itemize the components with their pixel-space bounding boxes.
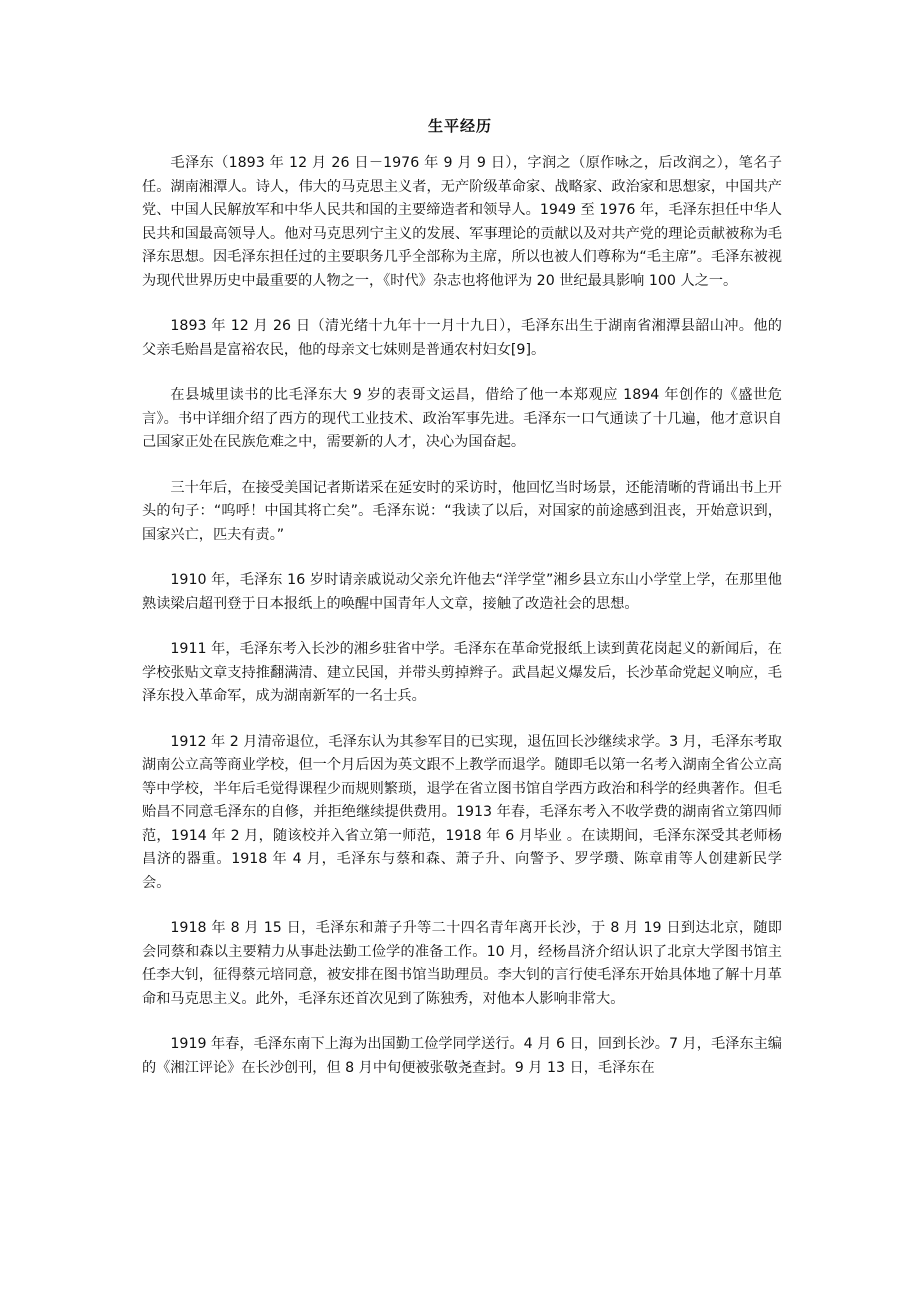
paragraph-2: 1893 年 12 月 26 日（清光绪十九年十一月十九日），毛泽东出生于湖南省湘潭县韶山冲。他的父亲毛贻昌是富裕农民，他的母亲文七妹则是普通农村妇女[9]。 <box>142 318 782 358</box>
document-body <box>142 152 782 1080</box>
paragraph-9: 1919 年春，毛泽东南下上海为出国勤工俭学同学送行。4 月 6 日，回到长沙。7 月，毛泽东主编的《湘江评论》在长沙创刊，但 8 月中旬便被张敬尧查封。9 月 13 日，毛泽东在 <box>142 1036 782 1076</box>
paragraph-6: 1911 年，毛泽东考入长沙的湘乡驻省中学。毛泽东在革命党报纸上读到黄花岗起义的新闻后，在学校张贴文章支持推翻满清、建立民国，并带头剪掉辫子。武昌起义爆发后，长沙革命党起义响应，毛泽东投入革命军，成为湖南新军的一名士兵。 <box>142 641 782 704</box>
document-title: 生平经历 <box>427 117 492 135</box>
paragraph-8: 1918 年 8 月 15 日，毛泽东和萧子升等二十四名青年离开长沙，于 8 月 19 日到达北京，随即会同蔡和森以主要精力从事赴法勤工俭学的准备工作。10 月，经杨昌济介绍认识了北京大学图书馆主任李大钊，征得蔡元培同意，被安排在图书馆当助理员。李大钊的言行使毛泽东开始具体地了解十月革命和马克思主义。此外，毛泽东还首次见到了陈独秀，对他本人影响非常大。 <box>142 920 782 1007</box>
paragraph-7: 1912 年 2 月清帝退位，毛泽东认为其参军目的已实现，退伍回长沙继续求学。3 月，毛泽东考取湖南公立高等商业学校，但一个月后因为英文跟不上教学而退学。随即毛以第一名考入湖南全省公立高等中学校，半年后毛觉得课程少而规则繁琐，退学在省立图书馆自学西方政治和科学的经典著作。但毛贻昌不同意毛泽东的自修，并拒绝继续提供费用。1913 年春，毛泽东考入不收学费的湖南省立第四师范，1914 年 2 月，随该校并入省立第一师范，1918 年 6 月毕业 。在读期间，毛泽东深受其老师杨昌济的器重。1918 年 4 月，毛泽东与蔡和森、萧子升、向警予、罗学瓒、陈章甫等人创建新民学会。 <box>142 733 782 891</box>
paragraph-1: 毛泽东（1893 年 12 月 26 日－1976 年 9 月 9 日），字润之（原作咏之，后改润之），笔名子任。湖南湘潭人。诗人，伟大的马克思主义者，无产阶级革命家、战略家、政治家和思想家，中国共产党、中国人民解放军和中华人民共和国的主要缔造者和领导人。1949 至 1976 年，毛泽东担任中华人民共和国最高领导人。他对马克思列宁主义的发展、军事理论的贡献以及对共产党的理论贡献被称为毛泽东思想。因毛泽东担任过的主要职务几乎全部称为主席，所以也被人们尊称为“毛主席”。毛泽东被视为现代世界历史中最重要的人物之一，《时代》杂志也将他评为 20 世纪最具影响 100 人之一。 <box>142 155 782 289</box>
paragraph-5: 1910 年，毛泽东 16 岁时请亲戚说动父亲允许他去“洋学堂”湘乡县立东山小学堂上学，在那里他熟读梁启超刊登于日本报纸上的唤醒中国青年人文章，接触了改造社会的思想。 <box>142 572 782 612</box>
paragraph-4: 三十年后，在接受美国记者斯诺采在延安时的采访时，他回忆当时场景，还能清晰的背诵出书上开头的句子：“呜呼！中国其将亡矣”。毛泽东说：“我读了以后，对国家的前途感到沮丧，开始意识到，国家兴亡，匹夫有责。” <box>142 479 782 543</box>
paragraph-3: 在县城里读书的比毛泽东大 9 岁的表哥文运昌，借给了他一本郑观应 1894 年创作的《盛世危言》。书中详细介绍了西方的现代工业技术、政治军事先进。毛泽东一口气通读了十几遍，他才意识自己国家正处在民族危难之中，需要新的人才，决心为国奋起。 <box>142 387 782 450</box>
